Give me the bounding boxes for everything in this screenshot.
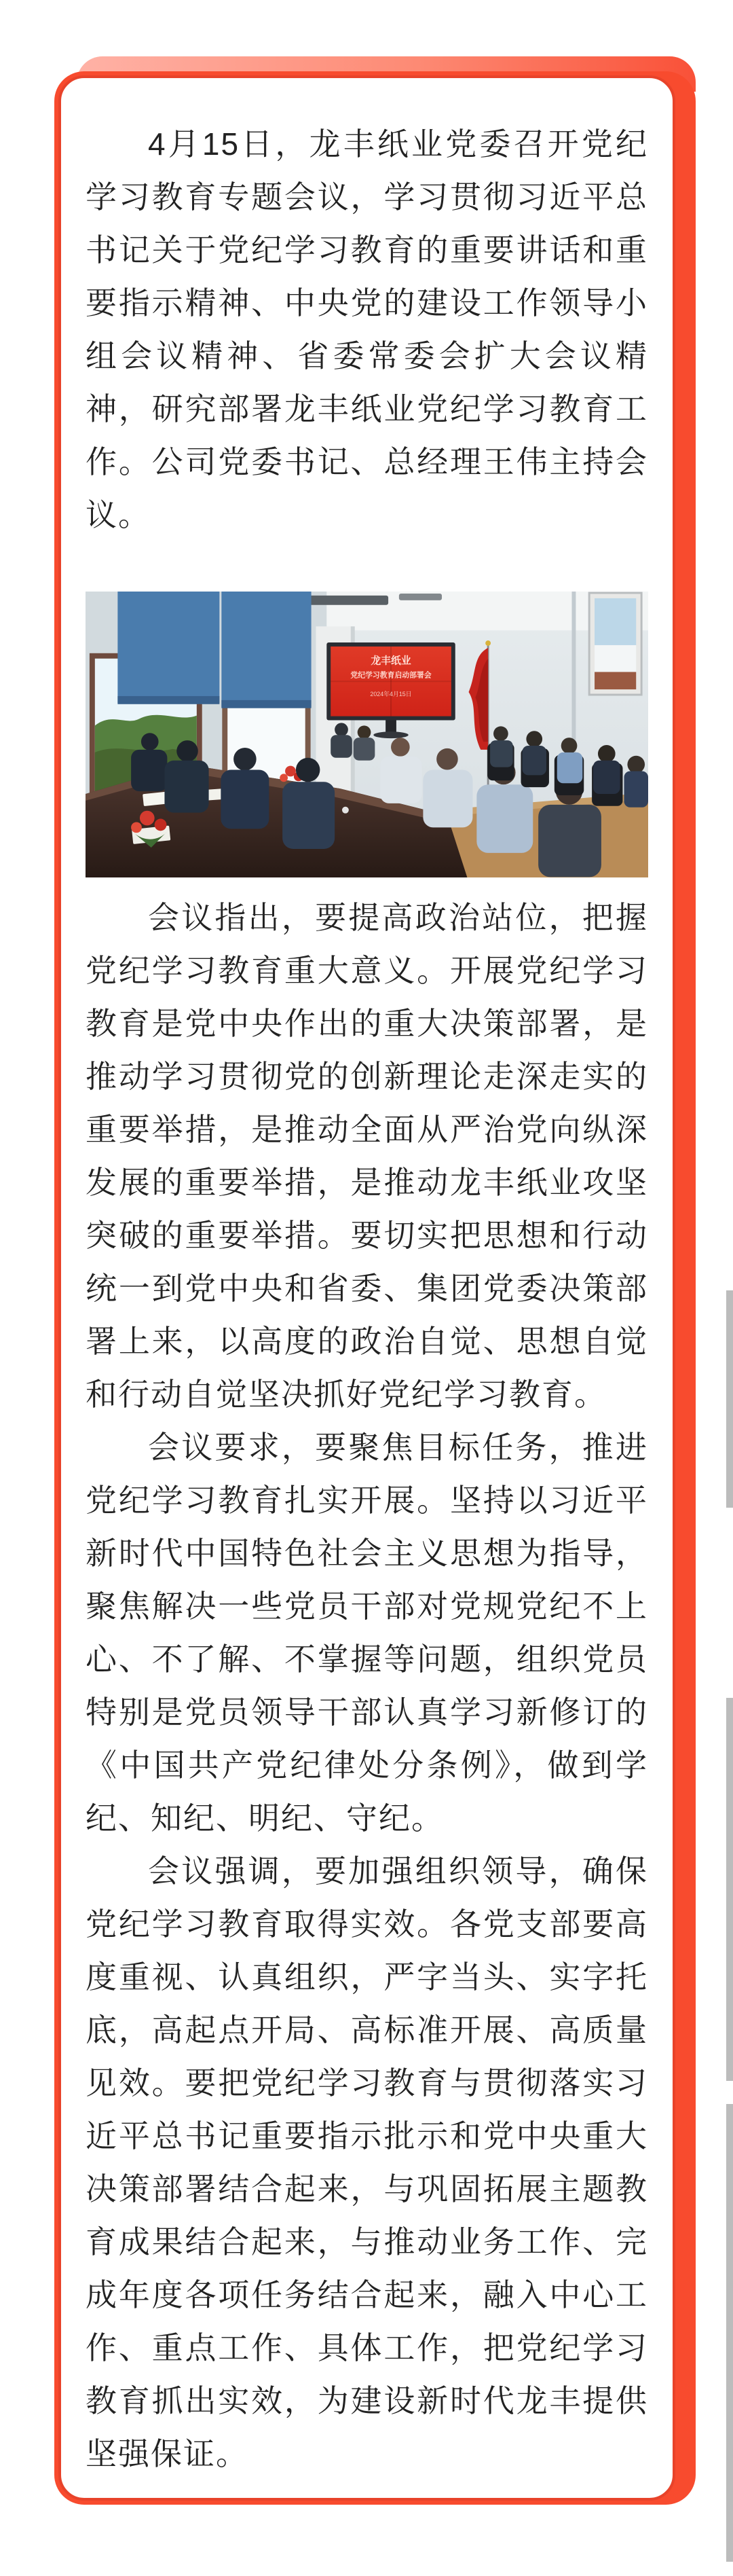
screen-date-text: 2024年4月15日 — [370, 690, 412, 697]
article-card — [58, 75, 675, 2501]
meeting-photo-illustration — [86, 592, 648, 877]
article-paragraph: 4月15日，龙丰纸业党委召开党纪学习教育专题会议，学习贯彻习近平总书记关于党纪学习教育的重要讲话和重要指示精神、中央党的建设工作领导小组会议精神、省委常委会扩大会议精神，研究部署龙丰纸业党纪学习教育工作。公司党委书记、总经理王伟主持会议。 — [86, 126, 648, 532]
scrollbar-thumb[interactable] — [726, 1698, 733, 2081]
meeting-photo[interactable] — [86, 592, 648, 877]
article-paragraph: 会议要求，要聚焦目标任务，推进党纪学习教育扎实开展。坚持以习近平新时代中国特色社会主义思想为指导，聚焦解决一些党员干部对党规党纪不上心、不了解、不掌握等问题，组织党员特别是党员领导干部认真学习新修订的《中国共产党纪律处分条例》，做到学纪、知纪、明纪、守纪。 — [86, 1430, 648, 1836]
scrollbar-thumb[interactable] — [726, 2104, 733, 2562]
article-card-frame — [54, 56, 696, 2505]
screen-subtitle-text: 党纪学习教育启动部署会 — [350, 671, 432, 680]
screen-title-text: 龙丰纸业 — [371, 655, 411, 667]
article-paragraph: 会议指出，要提高政治站位，把握党纪学习教育重大意义。开展党纪学习教育是党中央作出的重大决策部署，是推动学习贯彻党的创新理论走深走实的重要举措，是推动全面从严治党向纵深发展的重要举措，是推动龙丰纸业攻坚突破的重要举措。要切实把思想和行动统一到党中央和省委、集团党委决策部署上来，以高度的政治自觉、思想自觉和行动自觉坚决抓好党纪学习教育。 — [86, 900, 648, 1413]
article-paragraph: 会议强调，要加强组织领导，确保党纪学习教育取得实效。各党支部要高度重视、认真组织，严字当头、实字托底，高起点开局、高标准开展、高质量见效。要把党纪学习教育与贯彻落实习近平总书记重要指示批示和党中央重大决策部署结合起来，与巩固拓展主题教育成果结合起来，与推动业务工作、完成年度各项任务结合起来，融入中心工作、重点工作、具体工作，把党纪学习教育抓出实效，为建设新时代龙丰提供坚强保证。 — [86, 1853, 648, 2472]
scrollbar-thumb[interactable] — [726, 1290, 733, 1508]
article-body — [86, 117, 648, 2480]
